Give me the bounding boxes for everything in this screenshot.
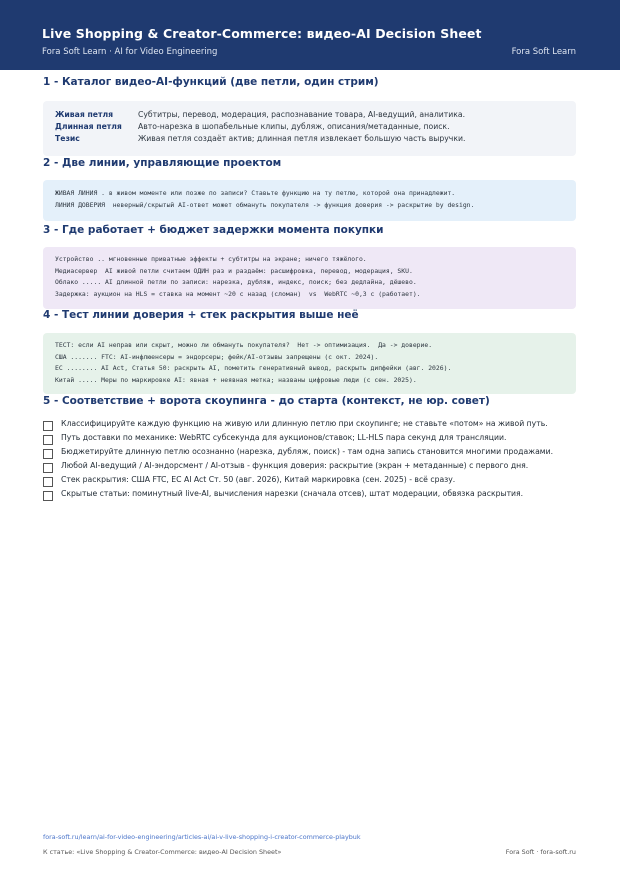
code-line: ЕС ........ AI Act, Статья 50: раскрыть AI, пометить генеративный вывод, раскрыть дипфейки (авг. 2026).	[55, 364, 452, 372]
code-line: Облако ..... AI длинной петли по записи: нарезка, дубляж, индекс, поиск; без дедлайна, дёшево.	[55, 278, 417, 286]
kv-key: Живая петля	[55, 110, 114, 119]
brand-label: Fora Soft Learn	[511, 47, 576, 57]
code-line: Задержка: аукцион на HLS = ставка на момент ~20 с назад (сломан) vs WebRTC ~0,3 с (работает).	[55, 289, 421, 298]
checklist-item	[43, 418, 563, 431]
section-1-title: 1 - Каталог видео-AI-функций (две петли, один стрим)	[43, 76, 379, 88]
checkbox[interactable]	[43, 477, 53, 487]
document-subtitle: Fora Soft Learn · AI for Video Engineering	[42, 47, 218, 57]
checkbox[interactable]	[43, 463, 53, 473]
checklist-item-label: Классифицируйте каждую функцию на живую или длинную петлю при скоупинге; не ставьте «потом» на живой путь.	[61, 419, 548, 428]
code-line: ТЕСТ: если AI неправ или скрыт, можно ли обмануть покупателя? Нет -> оптимизация. Да -> доверие.	[55, 341, 433, 349]
checklist-item	[43, 432, 563, 445]
kv-row	[55, 109, 564, 121]
code-line: США ....... FTC: AI-инфлюенсеры = эндорсеры; фейк/AI-отзывы запрещены (с окт. 2024).	[55, 352, 379, 361]
checklist-item-label: Путь доставки по механике: WebRTC субсекунда для аукционов/ставок; LL-HLS пара секунд для трансляции.	[61, 433, 507, 442]
kv-key: Тезис	[55, 134, 80, 143]
section-4-title: 4 - Тест линии доверия + стек раскрытия выше неё	[43, 309, 359, 321]
checklist-item	[43, 446, 563, 459]
footer-article-reference: К статье: «Live Shopping & Creator-Commerce: видео-AI Decision Sheet»	[43, 848, 282, 856]
kv-value: Субтитры, перевод, модерация, распознавание товара, AI-ведущий, аналитика.	[138, 110, 466, 119]
checklist-item-label: Стек раскрытия: США FTC, ЕС AI Act Ст. 50 (авг. 2026), Китай маркировка (сен. 2025) - всё сразу.	[61, 475, 456, 484]
code-line: Китай ..... Меры по маркировке AI: явная + неявная метка; названы цифровые люди (с сен. 2025).	[55, 375, 417, 384]
document-title: Live Shopping & Creator-Commerce: видео-AI Decision Sheet	[42, 26, 482, 41]
checklist-item	[43, 460, 563, 473]
article-link[interactable]: fora-soft.ru/learn/ai-for-video-engineering/articles-ai/ai-v-live-shopping-i-creator-commerce-playbuk	[43, 833, 361, 841]
section-3-title: 3 - Где работает + бюджет задержки момента покупки	[43, 224, 384, 236]
code-line: ЛИНИЯ ДОВЕРИЯ неверный/скрытый AI-ответ может обмануть покупателя -> функция доверия -> раскрытие by design.	[55, 200, 475, 209]
checklist-item-label: Скрытые статьи: поминутный live-AI, вычисления нарезки (сначала отсев), штат модерации, обвязка раскрытия.	[61, 489, 524, 498]
checklist-item-label: Любой AI-ведущий / AI-эндорсмент / AI-отзыв - функция доверия: раскрытие (экран + метаданные) с первого дня.	[61, 461, 529, 470]
checklist-item	[43, 474, 563, 487]
kv-row	[55, 133, 564, 145]
checkbox[interactable]	[43, 435, 53, 445]
section-3-box	[43, 247, 576, 309]
section-2-box	[43, 180, 576, 221]
section-2-title: 2 - Две линии, управляющие проектом	[43, 157, 282, 169]
kv-key: Длинная петля	[55, 122, 122, 131]
checklist-item-label: Бюджетируйте длинную петлю осознанно (нарезка, дубляж, поиск) - там одна запись становится многими продажами.	[61, 447, 554, 456]
kv-value: Авто-нарезка в шопабельные клипы, дубляж, описания/метаданные, поиск.	[138, 122, 450, 131]
checkbox[interactable]	[43, 449, 53, 459]
scoping-checklist	[43, 418, 563, 502]
code-line: Медиасервер AI живой петли считаем ОДИН раз и раздаём: расшифровка, перевод, модерация, SKU.	[55, 266, 413, 275]
kv-row	[55, 121, 564, 133]
section-4-box	[43, 333, 576, 394]
code-line: ЖИВАЯ ЛИНИЯ . в живом моменте или позже по записи? Ставьте функцию на ту петлю, которой она принадлежит.	[55, 189, 456, 197]
kv-value: Живая петля создаёт актив; длинная петля извлекает большую часть выручки.	[138, 134, 466, 143]
checkbox[interactable]	[43, 491, 53, 501]
code-line: Устройство .. мгновенные приватные эффекты + субтитры на экране; ничего тяжёлого.	[55, 255, 367, 263]
checkbox[interactable]	[43, 421, 53, 431]
page-header	[0, 0, 620, 70]
footer-brand: Fora Soft · fora-soft.ru	[505, 848, 576, 856]
checklist-item	[43, 488, 563, 501]
section-5-title: 5 - Соответствие + ворота скоупинга - до старта (контекст, не юр. совет)	[43, 395, 490, 407]
section-1-box	[43, 101, 576, 156]
